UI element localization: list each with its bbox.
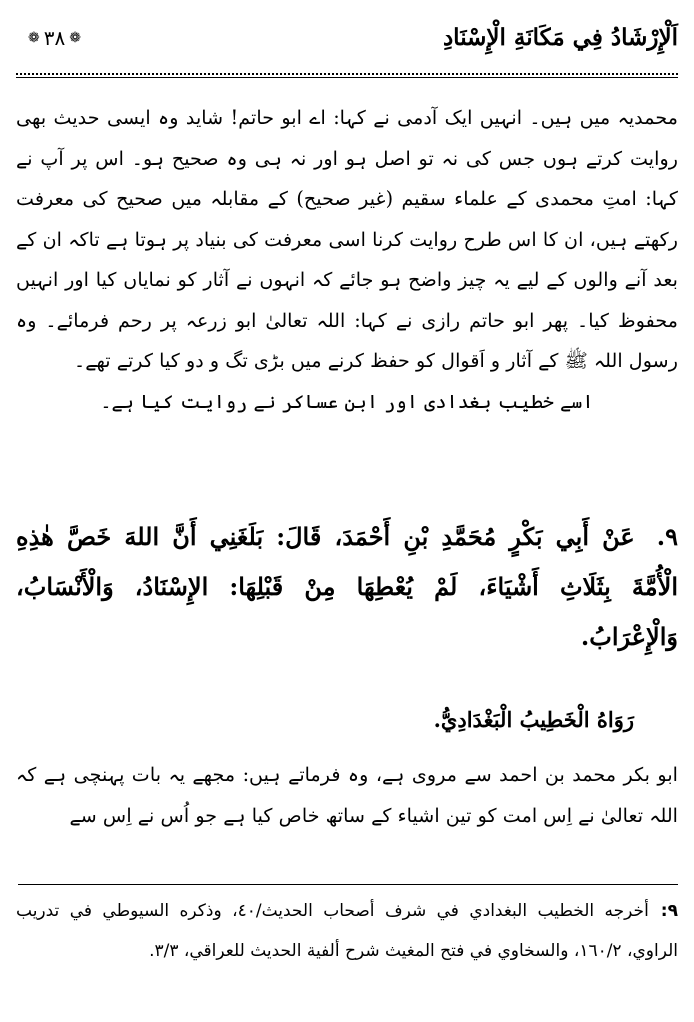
footnote-text: أخرجه الخطيب البغدادي في شرف أصحاب الحديث/٤٠، وذكره السيوطي في تدريب الراوي، ١٦٠/٢، والسخاوي في فتح المغيث شرح ألفية الحديث للعراقي، ٣/٣. [16, 901, 678, 961]
hadith-text: عَنْ أَبِي بَكْرٍ مُحَمَّدِ بْنِ أَحْمَدَ، قَالَ: بَلَغَنِي أَنَّ اللهَ خَصَّ هٰذِهِ الْأُمَّةَ بِثَلَاثِ أَشْيَاءَ، لَمْ يُعْطِهَا مِنْ قَبْلِهَا: الإِسْنَادُ، وَالْأَنْسَابُ، وَالْإِعْرَابُ. [16, 522, 678, 651]
footnote [16, 891, 678, 971]
urdu-translation: ابو بکر محمد بن احمد سے مروی ہے، وہ فرماتے ہیں: مجھے یہ بات پہنچی ہے کہ اللہ تعالیٰ نے اِس امت کو تین اشیاء کے ساتھ خاص کیا ہے جو اُس نے اِس سے [16, 763, 678, 827]
attribution-line: اسے خطیب بغدادی اور ابن عساکر نے روایت کیا ہے۔ [100, 389, 594, 413]
page-header [16, 14, 678, 70]
footnote-number: ٩: [660, 901, 678, 921]
footnote-separator [18, 884, 678, 885]
page-number: ٣٨ [43, 26, 66, 50]
document-page [16, 14, 678, 1008]
ornament-right-icon: ❁ [69, 30, 81, 46]
header-solid-rule [16, 77, 678, 78]
hadith-narrated-by: رَوَاهُ الْخَطِيبُ الْبَغْدَادِيُّ. [433, 707, 634, 732]
book-title: اَلْإِرْشَادُ فِي مَكَانَةِ الْإِسْنَادِ [442, 24, 678, 51]
urdu-paragraph: محمدیہ میں ہیں۔ انہیں ایک آدمی نے کہا: اے ابو حاتم! شاید وہ ایسی حدیث بھی روایت کرتے ہوں جس کی نہ تو اصل ہو اور نہ ہی وہ صحیح ہو۔ اس پر آپ نے کہا: امتِ محمدی کے علماء سقیم (غیر صحیح) کے مقابلہ میں صحیح کی معرفت رکھتے ہیں، ان کا اس طرح روایت کرنا اسی معرفت کی بنیاد پر ہوتا ہے تاکہ ان کے بعد آنے والوں کے لیے یہ چیز واضح ہو جائے کہ انہوں نے آثار کو نمایاں کیا اور انہیں محفوظ کیا۔ پھر ابو حاتم رازی نے کہا: اللہ تعالیٰ ابو زرعہ پر رحم فرمائے۔ وہ رسول اللہ ﷺ کے آثار و اَقوال کو حفظ کرنے میں بڑی تگ و دو کیا کرتے تھے۔ [16, 106, 678, 372]
urdu-body [16, 98, 678, 422]
hadith-number: ٩. [656, 522, 678, 551]
header-dotted-rule [16, 73, 678, 75]
hadith-arabic [16, 512, 678, 662]
ornament-left-icon: ❁ [28, 30, 40, 46]
page-number-box [28, 20, 81, 56]
